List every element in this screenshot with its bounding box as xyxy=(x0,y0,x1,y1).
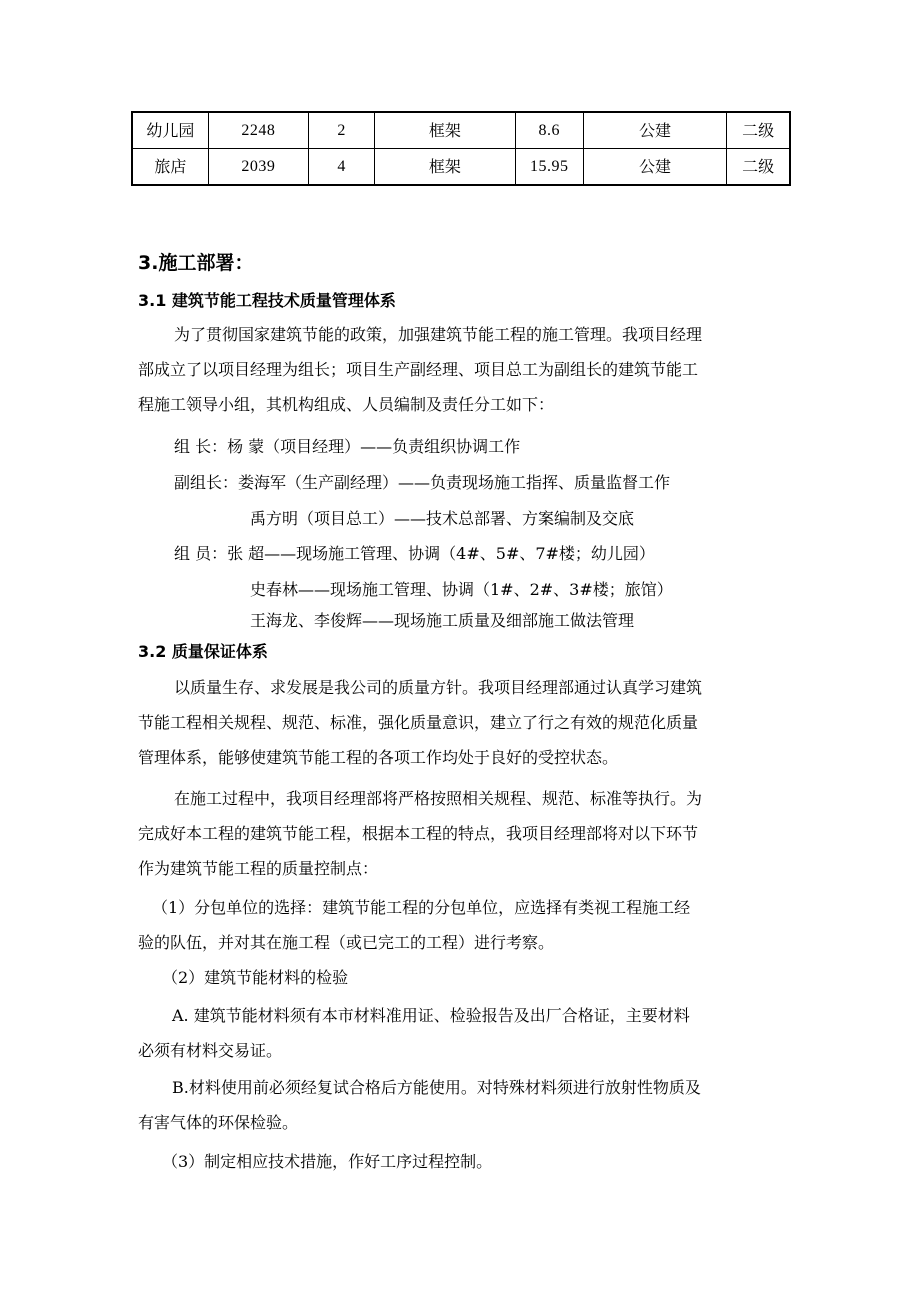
list-item-line: （3）制定相应技术措施，作好工序过程控制。 xyxy=(162,1152,493,1171)
subsection-heading: 3.1 建筑节能工程技术质量管理体系 xyxy=(138,291,396,310)
table-cell-grade: 二级 xyxy=(727,112,790,149)
table-cell-area: 2248 xyxy=(208,112,308,149)
paragraph-line: 节能工程相关规程、规范、标准，强化质量意识，建立了行之有效的规范化质量 xyxy=(138,713,699,732)
paragraph-line: 程施工领导小组，其机构组成、人员编制及责任分工如下： xyxy=(138,395,555,414)
building-info-table xyxy=(131,111,791,186)
list-item-line: 有害气体的环保检验。 xyxy=(138,1113,299,1132)
table-cell-area: 2039 xyxy=(208,149,308,186)
table-cell-floors: 4 xyxy=(309,149,375,186)
table-row xyxy=(132,112,790,149)
paragraph-line: 完成好本工程的建筑节能工程，根据本工程的特点，我项目经理部将对以下环节 xyxy=(138,824,699,843)
staff-line: 史春林——现场施工管理、协调（1#、2#、3#楼；旅馆） xyxy=(250,580,673,599)
paragraph-line: 作为建筑节能工程的质量控制点： xyxy=(138,859,379,878)
table-cell-type: 公建 xyxy=(583,149,726,186)
list-item-line: （2）建筑节能材料的检验 xyxy=(162,968,349,987)
staff-line: 组 员：张 超——现场施工管理、协调（4#、5#、7#楼；幼儿园） xyxy=(174,544,655,563)
table-cell-grade: 二级 xyxy=(727,149,790,186)
table-cell-structure: 框架 xyxy=(375,149,515,186)
staff-line: 禹方明（项目总工）——技术总部署、方案编制及交底 xyxy=(250,509,635,528)
list-item-line: A. 建筑节能材料须有本市材料准用证、检验报告及出厂合格证，主要材料 xyxy=(172,1006,690,1025)
paragraph-line: 以质量生存、求发展是我公司的质量方针。我项目经理部通过认真学习建筑 xyxy=(174,678,703,697)
table-cell-height: 15.95 xyxy=(515,149,583,186)
staff-line: 王海龙、李俊辉——现场施工质量及细部施工做法管理 xyxy=(250,611,635,630)
paragraph-line: 在施工过程中，我项目经理部将严格按照相关规程、规范、标准等执行。为 xyxy=(174,789,703,808)
list-item-line: （1）分包单位的选择：建筑节能工程的分包单位，应选择有类视工程施工经 xyxy=(152,898,691,917)
table-cell-building: 旅店 xyxy=(132,149,208,186)
paragraph-line: 管理体系，能够使建筑节能工程的各项工作均处于良好的受控状态。 xyxy=(138,748,619,767)
table-row xyxy=(132,149,790,186)
staff-line: 副组长：娄海军（生产副经理）——负责现场施工指挥、质量监督工作 xyxy=(174,473,671,492)
list-item-line: 验的队伍，并对其在施工程（或已完工的工程）进行考察。 xyxy=(138,933,555,952)
subsection-heading: 3.2 质量保证体系 xyxy=(138,642,268,661)
table-cell-floors: 2 xyxy=(309,112,375,149)
table-cell-structure: 框架 xyxy=(375,112,515,149)
table-cell-type: 公建 xyxy=(583,112,726,149)
table-cell-building: 幼儿园 xyxy=(132,112,208,149)
section-heading: 3.施工部署： xyxy=(138,252,254,274)
list-item-line: 必须有材料交易证。 xyxy=(138,1041,283,1060)
staff-line: 组 长：杨 蒙（项目经理）——负责组织协调工作 xyxy=(174,437,521,456)
table-cell-height: 8.6 xyxy=(515,112,583,149)
paragraph-line: 部成立了以项目经理为组长；项目生产副经理、项目总工为副组长的建筑节能工 xyxy=(138,360,699,379)
list-item-line: B.材料使用前必须经复试合格后方能使用。对特殊材料须进行放射性物质及 xyxy=(172,1078,701,1097)
paragraph-line: 为了贯彻国家建筑节能的政策，加强建筑节能工程的施工管理。我项目经理 xyxy=(174,325,703,344)
